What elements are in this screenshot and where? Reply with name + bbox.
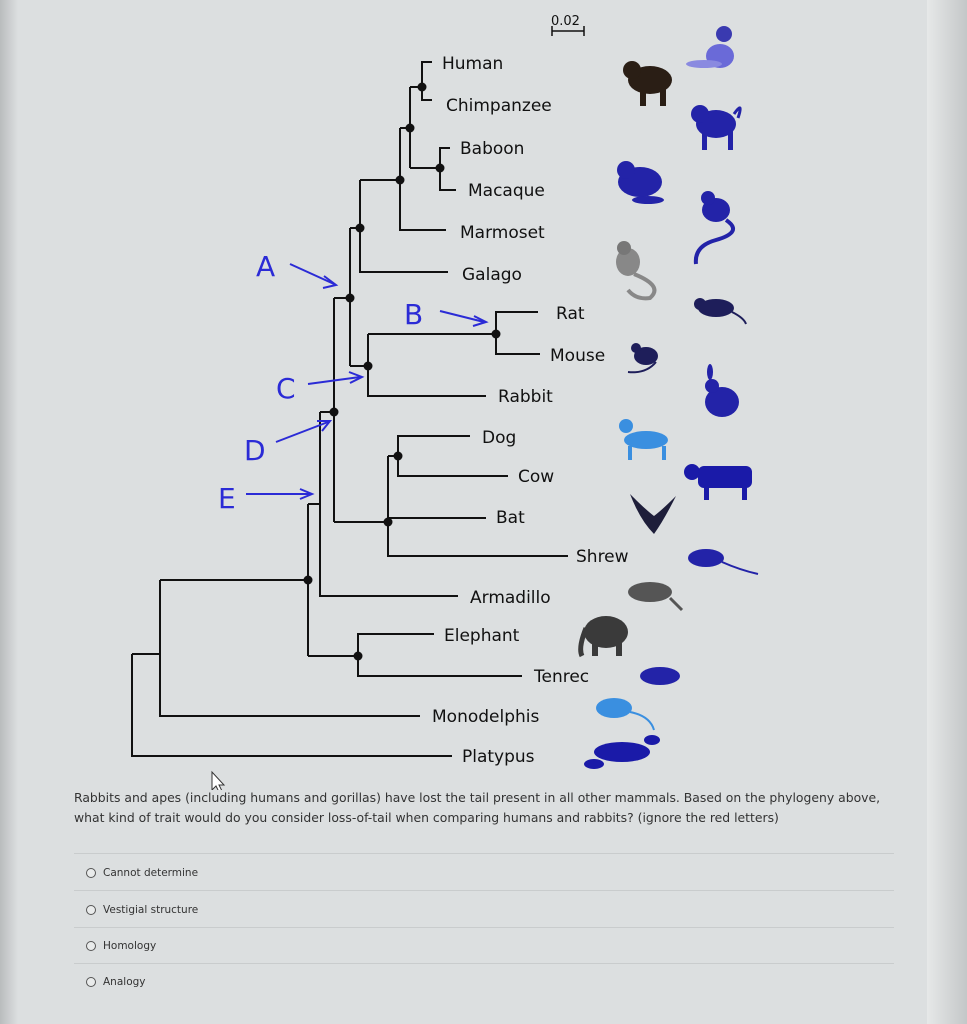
option-label: Analogy xyxy=(103,976,146,988)
taxon-label: Tenrec xyxy=(534,667,590,687)
chimpanzee-icon xyxy=(623,61,672,106)
radio-icon[interactable] xyxy=(86,868,96,878)
option-analogy[interactable] xyxy=(86,973,146,991)
node-dot xyxy=(354,652,363,661)
macaque-icon xyxy=(617,161,664,204)
platypus-icon xyxy=(584,735,660,769)
taxon-label: Shrew xyxy=(576,547,629,567)
node-dot xyxy=(406,124,415,133)
divider xyxy=(74,963,894,964)
marker-letter: A xyxy=(256,250,276,283)
option-cannot-determine[interactable] xyxy=(86,864,198,882)
rat-icon xyxy=(694,298,746,324)
taxon-labels xyxy=(432,54,629,767)
marker-letter: C xyxy=(276,372,296,405)
armadillo-icon xyxy=(628,582,682,610)
taxon-label: Platypus xyxy=(462,747,535,767)
marker-letter: B xyxy=(404,298,424,331)
node-dot xyxy=(418,83,427,92)
taxon-label: Human xyxy=(442,54,504,74)
rabbit-icon xyxy=(705,364,739,417)
animal-silhouettes xyxy=(581,26,758,769)
elephant-icon xyxy=(581,616,628,656)
taxon-label: Armadillo xyxy=(470,588,551,608)
option-label: Homology xyxy=(103,940,157,952)
taxon-label: Cow xyxy=(518,467,555,487)
marker-letter: E xyxy=(218,482,236,515)
opossum-icon xyxy=(596,698,654,730)
cow-icon xyxy=(684,464,752,500)
node-dot xyxy=(346,294,355,303)
galago-icon xyxy=(616,241,654,298)
taxon-label: Rat xyxy=(556,304,585,324)
divider xyxy=(74,927,894,928)
taxon-label: Rabbit xyxy=(498,387,553,407)
taxon-label: Dog xyxy=(482,428,517,448)
taxon-label: Marmoset xyxy=(460,223,545,243)
scale-label: 0.02 xyxy=(551,14,580,29)
node-dot xyxy=(364,362,373,371)
taxon-label: Mouse xyxy=(550,346,606,366)
taxon-label: Monodelphis xyxy=(432,707,540,727)
taxon-label: Galago xyxy=(462,265,522,285)
node-dot xyxy=(304,576,313,585)
taxon-label: Macaque xyxy=(468,181,545,201)
baboon-icon xyxy=(691,105,740,150)
radio-icon[interactable] xyxy=(86,941,96,951)
shrew-icon xyxy=(688,549,758,574)
taxon-label: Chimpanzee xyxy=(446,96,552,116)
option-label: Vestigial structure xyxy=(103,904,199,916)
marker-letter: D xyxy=(244,434,266,467)
scale-bar xyxy=(551,14,584,36)
option-homology[interactable] xyxy=(86,937,156,955)
question-text: Rabbits and apes (including humans and gorillas) have lost the tail present in all other mammals. Based on the phylogeny above, what kind of trait would do you consider loss-of-tail when comparing humans and rabbits? (ignore the red letters) xyxy=(74,790,881,825)
option-vestigial-structure[interactable] xyxy=(86,901,198,919)
node-dot xyxy=(492,330,501,339)
mouse-icon xyxy=(628,343,658,372)
tree-branches xyxy=(132,62,568,756)
node-dot xyxy=(384,518,393,527)
divider xyxy=(74,853,894,854)
marmoset-icon xyxy=(696,191,733,264)
node-dot xyxy=(436,164,445,173)
node-dot xyxy=(330,408,339,417)
node-dot xyxy=(394,452,403,461)
divider xyxy=(74,890,894,891)
node-dot xyxy=(356,224,365,233)
tenrec-icon xyxy=(640,667,680,685)
taxon-label: Baboon xyxy=(460,139,525,159)
radio-icon[interactable] xyxy=(86,905,96,915)
option-label: Cannot determine xyxy=(103,867,199,879)
radio-icon[interactable] xyxy=(86,977,96,987)
node-dot xyxy=(396,176,405,185)
taxon-label: Elephant xyxy=(444,626,520,646)
taxon-label: Bat xyxy=(496,508,525,528)
bat-icon xyxy=(630,494,676,534)
dog-icon xyxy=(619,419,668,460)
baby-human-icon xyxy=(686,26,734,68)
